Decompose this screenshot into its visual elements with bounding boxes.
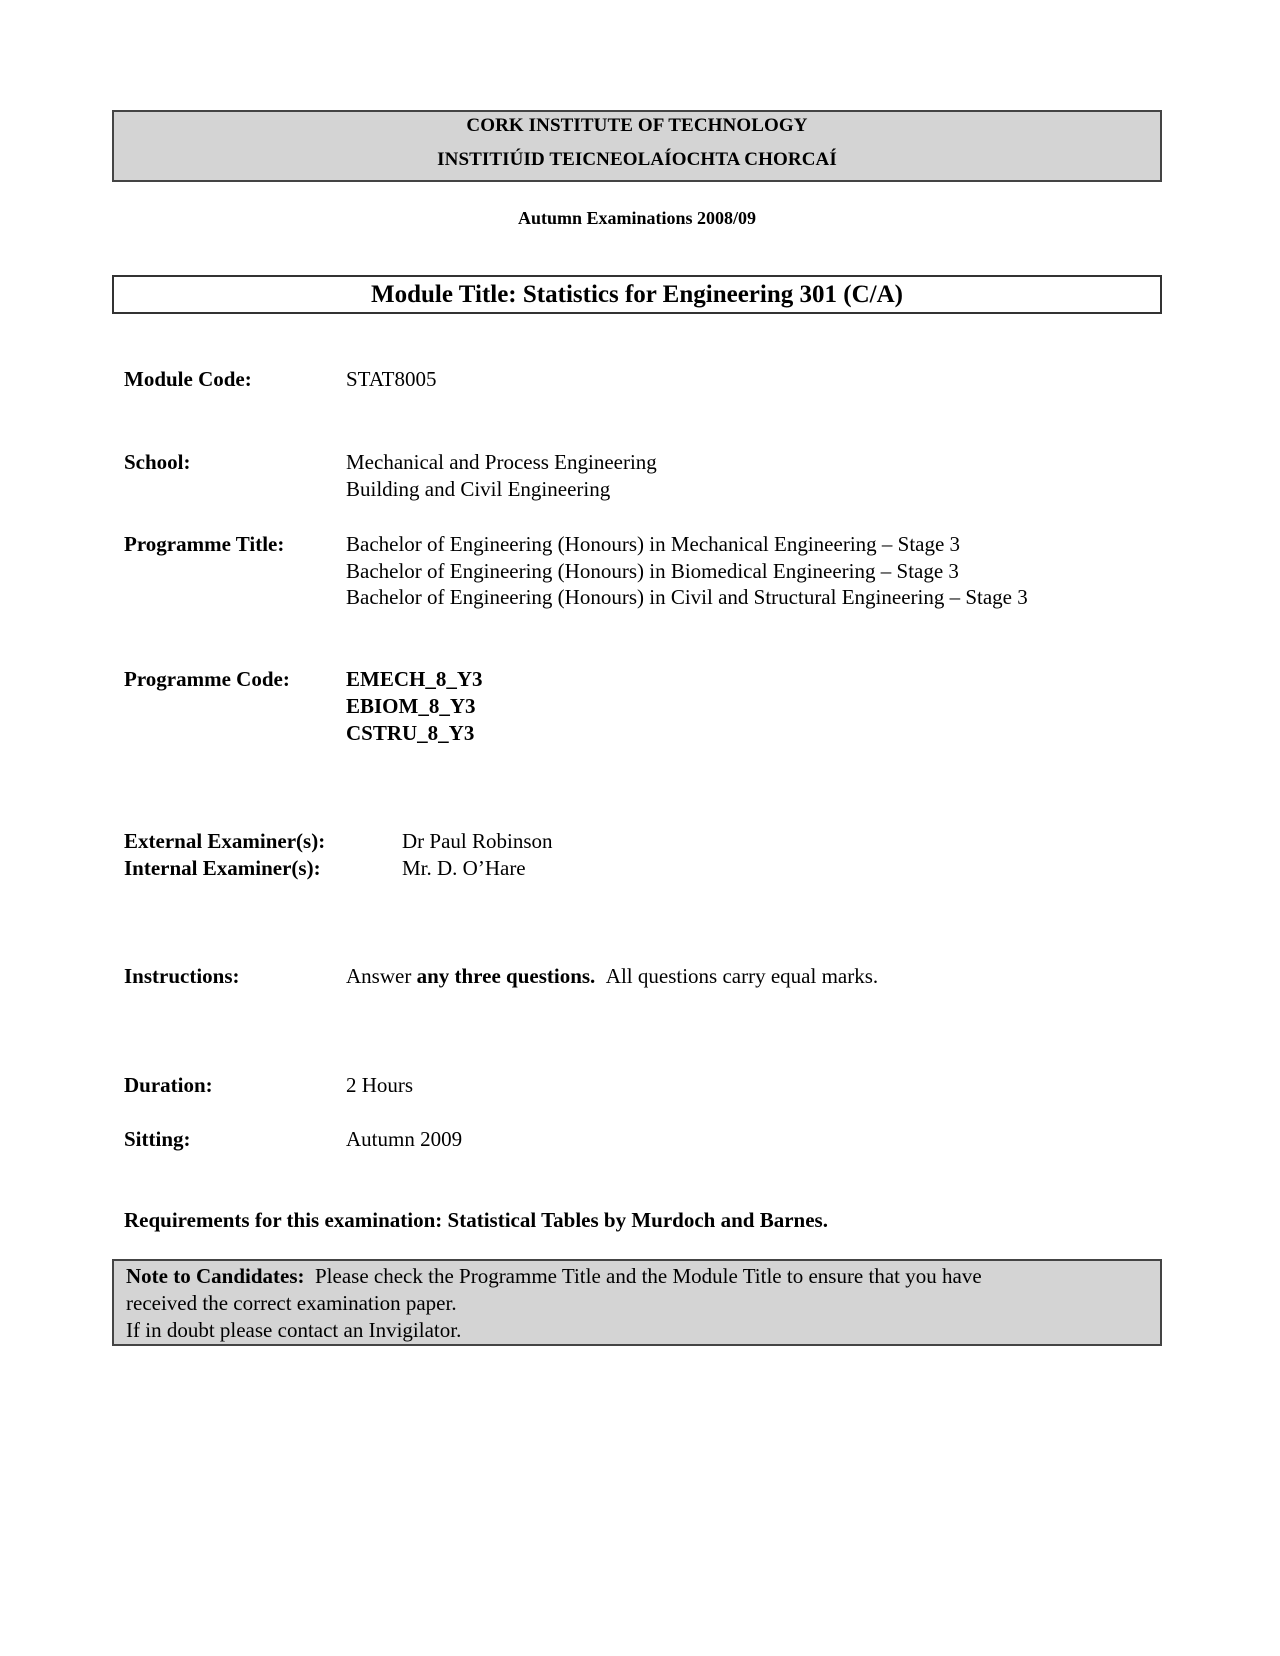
external-examiner-label: External Examiner(s): <box>124 829 326 853</box>
institution-name-english: CORK INSTITUTE OF TECHNOLOGY <box>466 115 808 136</box>
programme-title-value-1: Bachelor of Engineering (Honours) in Mechanical Engineering – Stage 3 <box>346 532 961 556</box>
external-examiner-value: Dr Paul Robinson <box>402 829 553 853</box>
module-code-value: STAT8005 <box>346 367 437 391</box>
programme-title-value-3: Bachelor of Engineering (Honours) in Civil and Structural Engineering – Stage 3 <box>346 585 1028 609</box>
programme-code-value-2: EBIOM_8_Y3 <box>346 694 476 718</box>
note-to-candidates <box>112 1259 1162 1346</box>
note-line-2: received the correct examination paper. <box>126 1291 457 1315</box>
sitting-label: Sitting: <box>124 1127 191 1151</box>
instructions-suffix: All questions carry equal marks. <box>605 964 879 988</box>
duration-value: 2 Hours <box>346 1073 414 1097</box>
programme-code-value-1: EMECH_8_Y3 <box>346 667 483 691</box>
note-label: Note to Candidates: <box>126 1264 305 1288</box>
sitting-value: Autumn 2009 <box>346 1127 463 1151</box>
instructions-value <box>346 964 878 989</box>
exam-session: Autumn Examinations 2008/09 <box>517 208 757 228</box>
note-line-3: If in doubt please contact an Invigilator. <box>126 1318 462 1342</box>
instructions-label: Instructions: <box>124 964 240 988</box>
module-title: Module Title: Statistics for Engineering 301 (C/A) <box>112 275 1162 314</box>
internal-examiner-value: Mr. D. O’Hare <box>402 856 526 880</box>
programme-title-label: Programme Title: <box>124 532 285 556</box>
programme-code-label: Programme Code: <box>124 667 290 691</box>
note-line-1 <box>126 1263 1148 1290</box>
exam-requirements: Requirements for this examination: Statistical Tables by Murdoch and Barnes. <box>124 1208 828 1232</box>
instructions-emphasis: any three questions. <box>416 964 596 988</box>
instructions-prefix: Answer <box>346 964 417 988</box>
module-code-label: Module Code: <box>124 367 252 391</box>
duration-label: Duration: <box>124 1073 213 1097</box>
programme-code-value-3: CSTRU_8_Y3 <box>346 721 475 745</box>
institution-name-irish: INSTITIÚID TEICNEOLAÍOCHTA CHORCAÍ <box>437 149 837 170</box>
institution-header <box>112 110 1162 182</box>
internal-examiner-label: Internal Examiner(s): <box>124 856 321 880</box>
note-text-1: Please check the Programme Title and the Module Title to ensure that you have <box>315 1264 982 1288</box>
school-value-2: Building and Civil Engineering <box>346 477 611 501</box>
school-value-1: Mechanical and Process Engineering <box>346 450 657 474</box>
school-label: School: <box>124 450 191 474</box>
programme-title-value-2: Bachelor of Engineering (Honours) in Biomedical Engineering – Stage 3 <box>346 559 959 583</box>
